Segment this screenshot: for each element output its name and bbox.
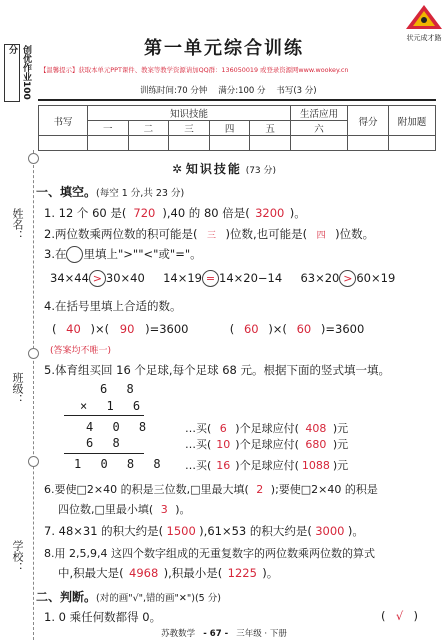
writing-score: 书写(3 分) — [276, 86, 317, 96]
q6-answer-1: 2 — [256, 483, 264, 496]
q2-answer-1: 三 — [206, 231, 216, 241]
q3-c2-left: 14×19 — [163, 271, 202, 285]
binding-hole — [28, 456, 39, 467]
question-7: 7. 48×31 的积大约是( 1500 ),61×53 的积大约是( 3000 )。 — [44, 524, 364, 538]
col-1: 一 — [88, 121, 129, 136]
q5-line-1: …买( 6 )个足球应付( 408 )元 — [185, 422, 349, 435]
question-3 — [44, 246, 202, 263]
q5-l2-count: 10 — [216, 438, 231, 451]
exam-info — [140, 84, 317, 96]
q5-l3-count: 16 — [216, 459, 231, 472]
calc-rule — [64, 453, 144, 454]
q1-text-c: )。 — [289, 206, 306, 220]
q4-e2-b: 60 — [296, 322, 312, 336]
blank-circle-icon — [66, 246, 83, 263]
q1-answer-1: 720 — [133, 206, 156, 220]
q4-note: (答案均不唯一) — [50, 346, 112, 356]
vertical-calc-line-1: 6 8 — [100, 382, 140, 396]
part2-heading — [36, 588, 221, 605]
vertical-calc-line-2: × 1 6 — [80, 399, 147, 413]
score-table — [38, 105, 436, 151]
vertical-calc-line-3: 4 0 8 — [86, 420, 153, 434]
q4-e1-a: 40 — [66, 322, 81, 336]
part2-title: 二、判断。 — [36, 590, 97, 604]
calc-rule — [64, 415, 144, 416]
star-icon: ✲ — [171, 162, 183, 176]
header-rule — [38, 99, 436, 101]
binding-line — [33, 150, 34, 640]
blank-cell — [39, 136, 88, 151]
q3-c3-right: 60×19 — [356, 271, 396, 285]
judge-1 — [44, 609, 161, 625]
writing-cell: 书写 — [39, 106, 88, 136]
part1-note: (每空 1 分,共 23 分) — [96, 188, 185, 199]
question-6-cont: 四位数,□里最小填( 3 )。 — [58, 503, 191, 516]
q3-c3-left: 63×20 — [300, 271, 340, 285]
col-2: 二 — [128, 121, 169, 136]
promo-banner: 【温馨提示】获取本单元PPT课件、教案等教学资源请加QQ群：136050019 或登录资源网www.wookey.cn — [40, 66, 349, 74]
q2-text-c: )位数。 — [335, 227, 375, 241]
col-4: 四 — [209, 121, 250, 136]
logo-icon — [404, 4, 444, 30]
part1-heading — [36, 183, 184, 200]
part1-title: 一、填空。 — [36, 185, 97, 199]
q3-c1-left: 34×44 — [50, 271, 89, 285]
q3-text-a: 3.在 — [44, 247, 67, 261]
j1-text: 1. 0 乘任何数都得 0。 — [44, 610, 162, 624]
full-score: 满分:100 分 — [218, 86, 266, 96]
binding-hole — [28, 348, 39, 359]
q5-l1-count: 6 — [219, 422, 227, 435]
q7-answer-1: 1500 — [166, 524, 196, 538]
q6-answer-2: 3 — [160, 503, 168, 516]
q4-e2-a: 60 — [243, 322, 259, 336]
question-3-comparisons — [50, 270, 395, 287]
q3-c2-answer: = — [202, 270, 219, 287]
q5-line-2: …买( 10 )个足球应付( 680 )元 — [185, 438, 349, 451]
brand-box-text: 创优作业100分 — [7, 45, 31, 100]
q4-e1-b: 90 — [119, 322, 135, 336]
question-5 — [44, 362, 390, 378]
col-5: 五 — [250, 121, 291, 136]
footer-grade: 三年级 · 下册 — [236, 629, 287, 639]
q8-answer-1: 4968 — [129, 566, 159, 580]
section-heading — [0, 160, 448, 177]
q4-e1-result: )=3600 — [145, 322, 189, 336]
school-label: 学校： — [11, 540, 24, 573]
q1-answer-2: 3200 — [255, 206, 285, 220]
q1-text-a: 1. 12 个 60 是( — [44, 206, 127, 220]
q2-text-a: 2.两位数乘两位数的积可能是( — [44, 227, 198, 241]
q5-l1-money: 408 — [305, 422, 327, 435]
col-6: 六 — [291, 121, 348, 136]
time-limit: 训练时间:70 分钟 — [140, 86, 208, 96]
section-title: 知识技能 — [185, 162, 242, 176]
check-mark-icon: √ — [395, 609, 404, 623]
q5-text: 5.体育组买回 16 个足球,每个足球 68 元。根据下面的竖式填一填。 — [44, 363, 391, 377]
class-label: 班级： — [11, 372, 24, 405]
name-label: 姓名： — [11, 208, 24, 241]
q3-c2-right: 14×20−14 — [219, 271, 283, 285]
q7-answer-2: 3000 — [315, 524, 345, 538]
vertical-calc-line-5: 1 0 8 8 — [74, 457, 167, 471]
judge-1-answer: ( √ ) — [381, 609, 418, 623]
q8-answer-2: 1225 — [227, 566, 257, 580]
col-3: 三 — [169, 121, 210, 136]
question-1 — [44, 205, 306, 221]
q5-line-3: …买( 16 )个足球应付( 1088 )元 — [185, 459, 349, 472]
q2-text-b: )位数,也可能是( — [225, 227, 308, 241]
q2-answer-2: 四 — [316, 231, 326, 241]
q3-c3-answer: > — [339, 270, 356, 287]
q5-l3-money: 1088 — [301, 459, 330, 472]
page-number: - 67 - — [203, 629, 229, 639]
q1-text-b: ),40 的 80 倍是( — [162, 206, 250, 220]
question-8: 8.用 2,5,9,4 这四个数字组成的无重复数字的两位数乘两位数的算式 — [44, 547, 375, 560]
score-cell: 得分 — [348, 106, 389, 136]
question-4 — [44, 298, 181, 314]
q4-text: 4.在括号里填上合适的数。 — [44, 299, 182, 313]
application-cell: 生活应用 — [291, 106, 348, 121]
q3-c1-right: 30×40 — [105, 271, 145, 285]
question-8-cont: 中,积最大是( 4968 ),积最小是( 1225 )。 — [58, 566, 279, 580]
page-title: 第一单元综合训练 — [144, 38, 304, 59]
q3-c1-answer: > — [89, 270, 106, 287]
question-2 — [44, 226, 374, 242]
question-6: 6.要使□2×40 的积是三位数,□里最大填( 2 );要使□2×40 的积是 — [44, 483, 378, 496]
bonus-cell: 附加题 — [389, 106, 436, 136]
page-footer — [0, 627, 448, 639]
logo-caption: 状元成才路 — [406, 34, 442, 42]
footer-subject: 苏教数学 — [161, 629, 196, 639]
vertical-calc-line-4: 6 8 — [86, 436, 126, 450]
section-points: (73 分) — [245, 166, 277, 176]
skills-cell: 知识技能 — [88, 106, 291, 121]
q5-l2-money: 680 — [305, 438, 327, 451]
part2-note: (对的画"√",错的画"✕")(5 分) — [96, 593, 221, 604]
q4-e2-result: )=3600 — [320, 322, 365, 336]
question-4-equations: ( 40 )×( 90 )=3600 ( 60 )×( 60 )=3600 — [52, 322, 365, 336]
q3-text-b: 里填上">""<"或"="。 — [83, 247, 202, 261]
